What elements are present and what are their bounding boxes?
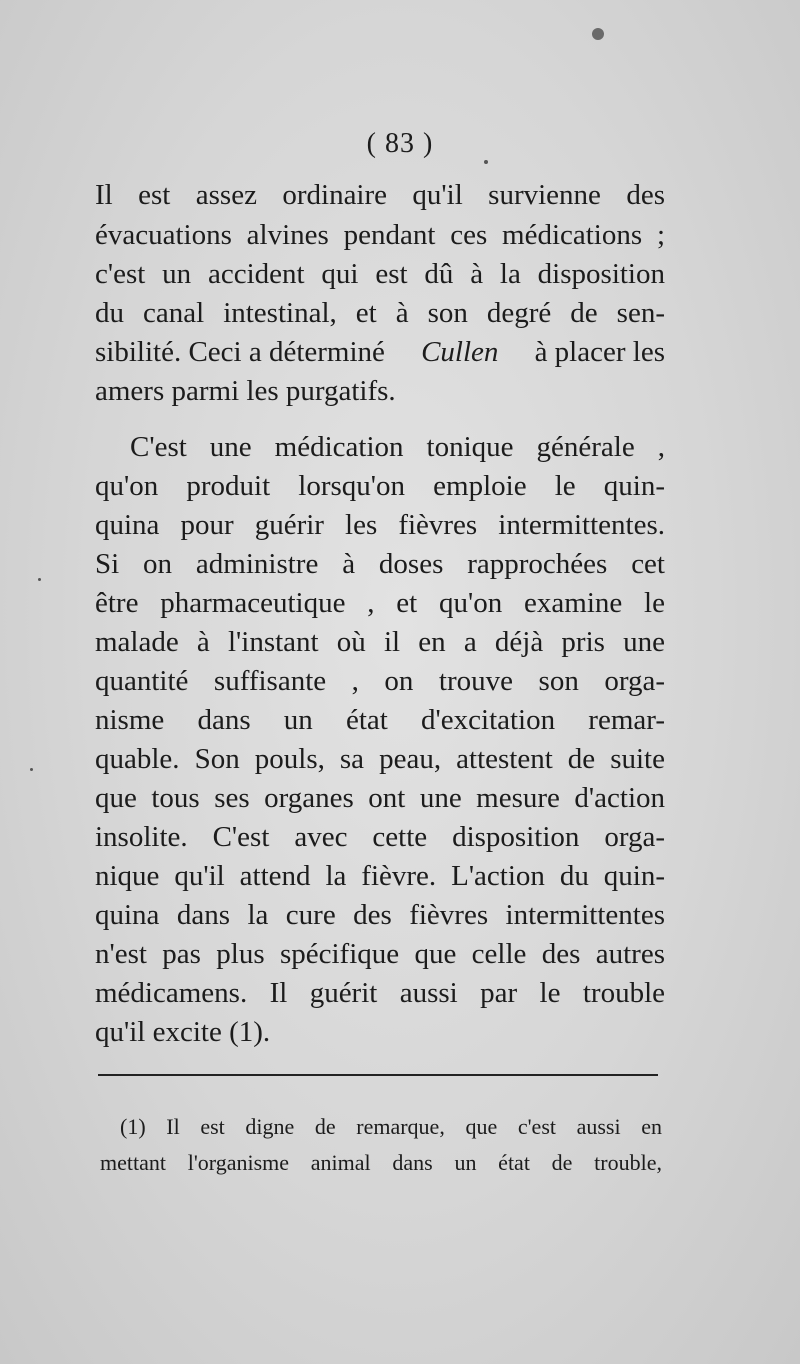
paragraph1-line-2: évacuations alvines pendant ces médications ; — [95, 219, 665, 251]
scan-speck — [592, 28, 604, 40]
paragraph1-line-5-end: à placer les — [534, 336, 665, 368]
paragraph2-line-3: quina pour guérir les fièvres intermittentes. — [95, 509, 665, 541]
footnote-separator — [98, 1074, 658, 1076]
paragraph2-line-9: quable. Son pouls, sa peau, attestent de suite — [95, 743, 665, 775]
paragraph1-line-6: amers parmi les purgatifs. — [95, 375, 396, 407]
scan-speck — [30, 768, 33, 771]
paragraph2-line-11: insolite. C'est avec cette disposition orga- — [95, 821, 665, 853]
paragraph2-line-10: que tous ses organes ont une mesure d'action — [95, 782, 665, 814]
author-name-italic: Cullen — [421, 336, 499, 368]
paragraph1-line-5 — [95, 333, 665, 371]
paragraph1-line-5-start: sibilité. Ceci a déterminé — [95, 336, 385, 368]
paragraph2-line-2: qu'on produit lorsqu'on emploie le quin- — [95, 470, 665, 502]
paragraph2-line-7: quantité suffisante , on trouve son orga- — [95, 665, 665, 697]
paragraph2-line-4: Si on administre à doses rapprochées cet — [95, 548, 665, 580]
paragraph1-line-1: Il est assez ordinaire qu'il survienne des — [95, 179, 665, 211]
paragraph2-line-16: qu'il excite (1). — [95, 1016, 271, 1048]
scan-speck — [484, 160, 488, 164]
paragraph1-line-3: c'est un accident qui est dû à la disposition — [95, 258, 665, 290]
paragraph1-line-4: du canal intestinal, et à son degré de sen- — [95, 297, 665, 329]
paragraph2-line-13: quina dans la cure des fièvres intermittentes — [95, 899, 665, 931]
scan-speck — [38, 578, 41, 581]
paragraph2-line-14: n'est pas plus spécifique que celle des autres — [95, 938, 665, 970]
footnote-line-2: mettant l'organisme animal dans un état de trouble, — [100, 1150, 662, 1175]
paragraph2-line-12: nique qu'il attend la fièvre. L'action du quin- — [95, 860, 665, 892]
paragraph2-line-5: être pharmaceutique , et qu'on examine le — [95, 587, 665, 619]
paragraph2-line-6: malade à l'instant où il en a déjà pris une — [95, 626, 665, 658]
paragraph2-line-15: médicamens. Il guérit aussi par le trouble — [95, 977, 665, 1009]
footnote-line-1: (1) Il est digne de remarque, que c'est aussi en — [120, 1114, 662, 1139]
page-number: ( 83 ) — [366, 128, 434, 159]
paragraph2-line-1: C'est une médication tonique générale , — [130, 431, 665, 463]
paragraph2-line-8: nisme dans un état d'excitation remar- — [95, 704, 665, 736]
